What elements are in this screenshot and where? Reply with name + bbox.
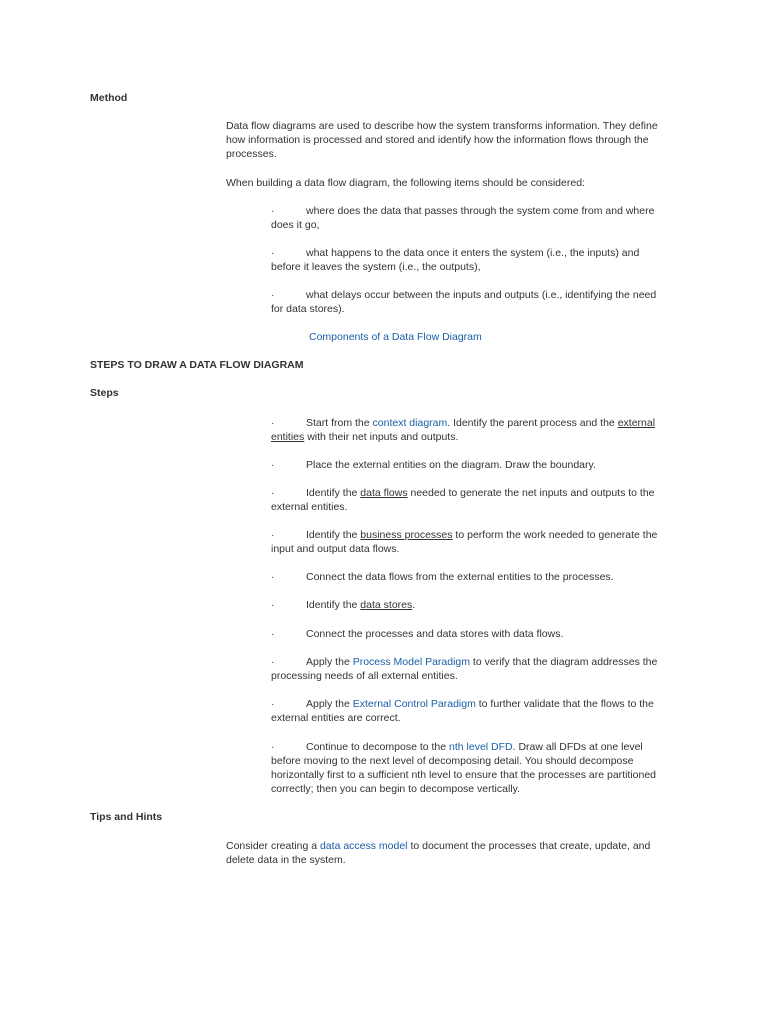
external-control-paradigm-link[interactable]: External Control Paradigm (352, 698, 476, 710)
bullet-dot: · (271, 571, 275, 583)
tips-heading: Tips and Hints (90, 811, 163, 823)
step-text: to perform the work needed to generate the input and output data flows. (271, 529, 658, 555)
bullet-dot: · (271, 599, 275, 611)
step-text: Continue to decompose to the (306, 741, 450, 753)
step-item-10 (271, 740, 671, 796)
tips-text: Consider creating a (226, 840, 320, 852)
bullet-dot: · (271, 459, 275, 471)
intro-paragraph-2: When building a data flow diagram, the following items should be considered: (226, 177, 585, 189)
nth-level-dfd-link[interactable]: nth level DFD (449, 741, 513, 753)
step-item-4 (271, 528, 671, 556)
step-item-8 (271, 655, 671, 683)
tips-text: to document the processes that create, update, and delete data in the system. (226, 840, 651, 866)
step-text: needed to generate the net inputs and outputs to the external entities. (271, 487, 655, 513)
step-text: Place the external entities on the diagram. Draw the boundary. (306, 459, 596, 471)
business-processes-term: business processes (360, 529, 453, 541)
bullet-dot: · (271, 247, 275, 259)
bullet-dot: · (271, 417, 275, 429)
step-text: Start from the (306, 417, 373, 429)
steps-heading: Steps (90, 387, 119, 399)
consideration-text: what delays occur between the inputs and outputs (i.e., identifying the need for data stores). (271, 289, 657, 315)
step-text: with their net inputs and outputs. (304, 431, 459, 443)
bullet-dot: · (271, 205, 275, 217)
step-item-1 (271, 416, 671, 444)
step-item-3 (271, 486, 671, 514)
bullet-dot: · (271, 656, 275, 668)
step-text: Identify the (306, 487, 361, 499)
steps-section-title: STEPS TO DRAW A DATA FLOW DIAGRAM (90, 359, 304, 371)
step-item-7 (271, 627, 671, 641)
bullet-dot: · (271, 741, 275, 753)
consideration-item-2 (271, 246, 671, 274)
bullet-dot: · (271, 529, 275, 541)
bullet-dot: · (271, 289, 275, 301)
step-text: Identify the (306, 599, 361, 611)
step-text: Identify the (306, 529, 361, 541)
step-text: . (412, 599, 416, 611)
bullet-dot: · (271, 698, 275, 710)
bullet-dot: · (271, 628, 275, 640)
step-text: to further validate that the flows to the external entities are correct. (271, 698, 654, 724)
components-link[interactable]: Components of a Data Flow Diagram (309, 331, 482, 343)
step-text: . Draw all DFDs at one level before moving to the next level of decomposing detail. You should decompose horizontally first to a sufficient nth level to ensure that the processes are partitioned correctly; then you can begin to decompose vertically. (271, 741, 657, 795)
external-entities-term: external entities (271, 417, 656, 443)
step-text: . Identify the parent process and the (447, 417, 618, 429)
step-text: to verify that the diagram addresses the processing needs of all external entities. (271, 656, 658, 682)
step-text: Apply the (306, 698, 353, 710)
bullet-dot: · (271, 487, 275, 499)
step-item-2 (271, 458, 671, 472)
consideration-item-1 (271, 204, 671, 232)
step-item-5 (271, 570, 671, 584)
consideration-text: what happens to the data once it enters the system (i.e., the inputs) and before it leaves the system (i.e., the outputs), (271, 247, 640, 273)
consideration-text: where does the data that passes through the system come from and where does it go, (271, 205, 655, 231)
data-access-model-link[interactable]: data access model (319, 840, 408, 852)
consideration-item-3 (271, 288, 671, 316)
step-text: Connect the data flows from the external entities to the processes. (306, 571, 614, 583)
data-stores-term: data stores (360, 599, 413, 611)
step-text: Connect the processes and data stores with data flows. (306, 628, 564, 640)
context-diagram-link[interactable]: context diagram (372, 417, 448, 429)
step-item-9 (271, 697, 671, 725)
process-model-paradigm-link[interactable]: Process Model Paradigm (352, 656, 471, 668)
tips-paragraph (226, 839, 671, 867)
step-text: Apply the (306, 656, 353, 668)
step-item-6 (271, 598, 671, 612)
method-heading: Method (90, 92, 128, 104)
intro-paragraph-1: Data flow diagrams are used to describe how the system transforms information. They define how information is processed and stored and identify how the information flows through the processes. (226, 120, 658, 160)
data-flows-term: data flows (360, 487, 408, 499)
